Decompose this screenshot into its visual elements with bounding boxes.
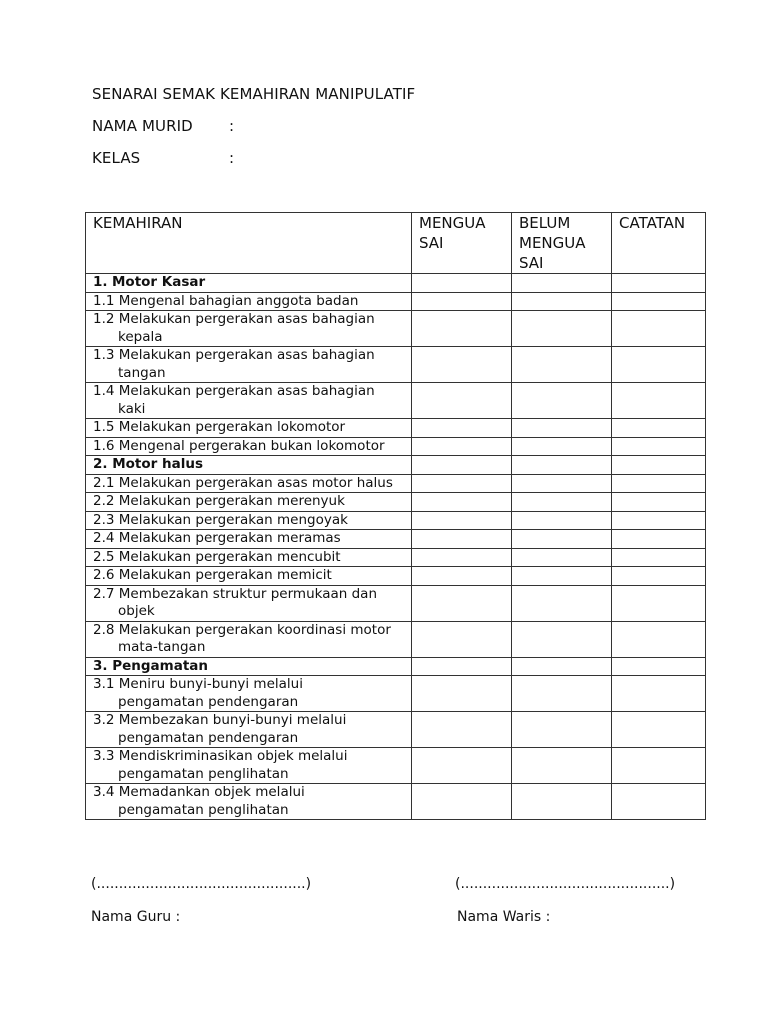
skill-text: 1.5 Melakukan pergerakan lokomotor bbox=[93, 419, 346, 435]
skill-text-continued: kepala bbox=[118, 328, 163, 345]
table-row bbox=[86, 567, 706, 586]
not-mastered-cell[interactable] bbox=[512, 585, 612, 621]
skill-text-continued: pengamatan pendengaran bbox=[118, 693, 299, 710]
skills-checklist-table bbox=[85, 212, 706, 820]
section-title-cell bbox=[86, 456, 412, 475]
notes-cell[interactable] bbox=[612, 274, 706, 293]
skill-cell bbox=[86, 383, 412, 419]
mastered-cell[interactable] bbox=[412, 456, 512, 475]
not-mastered-cell[interactable] bbox=[512, 748, 612, 784]
header-mastered bbox=[412, 213, 512, 274]
skill-cell bbox=[86, 311, 412, 347]
not-mastered-cell[interactable] bbox=[512, 548, 612, 567]
not-mastered-cell[interactable] bbox=[512, 657, 612, 676]
document-title: SENARAI SEMAK KEMAHIRAN MANIPULATIF bbox=[92, 85, 416, 103]
not-mastered-cell[interactable] bbox=[512, 474, 612, 493]
teacher-name-label: Nama Guru : bbox=[91, 909, 181, 925]
mastered-cell[interactable] bbox=[412, 748, 512, 784]
skill-cell bbox=[86, 347, 412, 383]
not-mastered-cell[interactable] bbox=[512, 511, 612, 530]
table-row bbox=[86, 784, 706, 820]
table-header-row bbox=[86, 213, 706, 274]
not-mastered-cell[interactable] bbox=[512, 567, 612, 586]
mastered-cell[interactable] bbox=[412, 437, 512, 456]
notes-cell[interactable] bbox=[612, 292, 706, 311]
not-mastered-cell[interactable] bbox=[512, 347, 612, 383]
column-header-line: KEMAHIRAN bbox=[93, 214, 183, 232]
column-header-line: SAI bbox=[519, 254, 544, 272]
table-row bbox=[86, 383, 706, 419]
column-header-line: MENGUA bbox=[519, 234, 586, 252]
mastered-cell[interactable] bbox=[412, 621, 512, 657]
not-mastered-cell[interactable] bbox=[512, 274, 612, 293]
skill-text-continued: pengamatan pendengaran bbox=[118, 729, 299, 746]
column-header-line: BELUM bbox=[519, 214, 571, 232]
header-notes bbox=[612, 213, 706, 274]
class-colon: : bbox=[229, 149, 235, 167]
not-mastered-cell[interactable] bbox=[512, 419, 612, 438]
mastered-cell[interactable] bbox=[412, 292, 512, 311]
table-row bbox=[86, 419, 706, 438]
table-row bbox=[86, 676, 706, 712]
not-mastered-cell[interactable] bbox=[512, 383, 612, 419]
notes-cell[interactable] bbox=[612, 511, 706, 530]
notes-cell[interactable] bbox=[612, 383, 706, 419]
not-mastered-cell[interactable] bbox=[512, 621, 612, 657]
table-row bbox=[86, 292, 706, 311]
notes-cell[interactable] bbox=[612, 585, 706, 621]
mastered-cell[interactable] bbox=[412, 657, 512, 676]
notes-cell[interactable] bbox=[612, 456, 706, 475]
skill-text-continued: pengamatan penglihatan bbox=[118, 801, 289, 818]
notes-cell[interactable] bbox=[612, 548, 706, 567]
skill-text: 2.6 Melakukan pergerakan memicit bbox=[93, 567, 332, 583]
skill-text: 1.1 Mengenal bahagian anggota badan bbox=[93, 292, 359, 309]
skill-cell bbox=[86, 474, 412, 493]
skill-text: 2. Motor halus bbox=[93, 456, 204, 472]
guardian-signature-line: (...............................................) bbox=[455, 876, 676, 892]
notes-cell[interactable] bbox=[612, 748, 706, 784]
mastered-cell[interactable] bbox=[412, 347, 512, 383]
notes-cell[interactable] bbox=[612, 784, 706, 820]
not-mastered-cell[interactable] bbox=[512, 712, 612, 748]
skill-cell bbox=[86, 292, 412, 311]
skill-cell bbox=[86, 585, 412, 621]
section-title-cell bbox=[86, 274, 412, 293]
table-row bbox=[86, 493, 706, 512]
notes-cell[interactable] bbox=[612, 676, 706, 712]
table-row bbox=[86, 311, 706, 347]
not-mastered-cell[interactable] bbox=[512, 456, 612, 475]
skill-text-continued: objek bbox=[118, 603, 155, 619]
table-row bbox=[86, 474, 706, 493]
class-label: KELAS bbox=[92, 149, 141, 167]
skill-cell bbox=[86, 712, 412, 748]
section-row bbox=[86, 456, 706, 475]
table-row bbox=[86, 511, 706, 530]
skill-text-continued: kaki bbox=[118, 400, 146, 417]
skill-text: 2.1 Melakukan pergerakan asas motor halus bbox=[93, 474, 393, 491]
skill-cell bbox=[86, 621, 412, 657]
not-mastered-cell[interactable] bbox=[512, 437, 612, 456]
skill-text: 2.5 Melakukan pergerakan mencubit bbox=[93, 548, 341, 565]
skill-text: 3.2 Membezakan bunyi-bunyi melalui bbox=[93, 712, 347, 728]
notes-cell[interactable] bbox=[612, 567, 706, 586]
not-mastered-cell[interactable] bbox=[512, 493, 612, 512]
mastered-cell[interactable] bbox=[412, 383, 512, 419]
not-mastered-cell[interactable] bbox=[512, 311, 612, 347]
skill-text-continued: mata-tangan bbox=[118, 639, 206, 655]
skill-cell bbox=[86, 437, 412, 456]
skill-text: 1.6 Mengenal pergerakan bukan lokomotor bbox=[93, 437, 385, 454]
header-skill bbox=[86, 213, 412, 274]
notes-cell[interactable] bbox=[612, 530, 706, 549]
notes-cell[interactable] bbox=[612, 712, 706, 748]
skill-text-continued: pengamatan penglihatan bbox=[118, 765, 289, 782]
notes-cell[interactable] bbox=[612, 347, 706, 383]
table-row bbox=[86, 621, 706, 657]
student-name-field bbox=[92, 117, 235, 135]
skill-cell bbox=[86, 748, 412, 784]
not-mastered-cell[interactable] bbox=[512, 292, 612, 311]
notes-cell[interactable] bbox=[612, 493, 706, 512]
skill-cell bbox=[86, 567, 412, 586]
table-row bbox=[86, 712, 706, 748]
mastered-cell[interactable] bbox=[412, 311, 512, 347]
student-name-colon: : bbox=[229, 117, 235, 135]
skill-cell bbox=[86, 676, 412, 712]
skill-text: 1.3 Melakukan pergerakan asas bahagian bbox=[93, 347, 375, 363]
section-title: Motor Kasar bbox=[112, 274, 206, 290]
header-not-mastered bbox=[512, 213, 612, 274]
mastered-cell[interactable] bbox=[412, 784, 512, 820]
notes-cell[interactable] bbox=[612, 311, 706, 347]
skill-text: 2.7 Membezakan struktur permukaan dan bbox=[93, 585, 378, 602]
mastered-cell[interactable] bbox=[412, 548, 512, 567]
skill-cell bbox=[86, 493, 412, 512]
not-mastered-cell[interactable] bbox=[512, 784, 612, 820]
table-row bbox=[86, 585, 706, 621]
skill-cell bbox=[86, 511, 412, 530]
skill-text: 1.4 Melakukan pergerakan asas bahagian bbox=[93, 383, 375, 399]
mastered-cell[interactable] bbox=[412, 567, 512, 586]
mastered-cell[interactable] bbox=[412, 419, 512, 438]
mastered-cell[interactable] bbox=[412, 712, 512, 748]
mastered-cell[interactable] bbox=[412, 274, 512, 293]
skill-text: 3. Pengamatan bbox=[93, 657, 209, 674]
notes-cell[interactable] bbox=[612, 621, 706, 657]
skill-text: 2.2 Melakukan pergerakan merenyuk bbox=[93, 493, 345, 509]
table-body bbox=[86, 274, 706, 820]
mastered-cell[interactable] bbox=[412, 530, 512, 549]
skill-text: 3.3 Mendiskriminasikan objek melalui bbox=[93, 748, 348, 764]
table-row bbox=[86, 548, 706, 567]
notes-cell[interactable] bbox=[612, 474, 706, 493]
skill-text: 2.8 Melakukan pergerakan koordinasi motor bbox=[93, 621, 391, 638]
section-row bbox=[86, 274, 706, 293]
skill-cell bbox=[86, 548, 412, 567]
notes-cell[interactable] bbox=[612, 419, 706, 438]
column-header-line: MENGUA bbox=[419, 214, 486, 232]
skill-cell bbox=[86, 784, 412, 820]
section-number: 1. bbox=[93, 274, 108, 290]
skill-cell bbox=[86, 530, 412, 549]
mastered-cell[interactable] bbox=[412, 474, 512, 493]
skill-text: 2.3 Melakukan pergerakan mengoyak bbox=[93, 511, 348, 528]
column-header-line: SAI bbox=[419, 234, 444, 252]
skill-text: 2.4 Melakukan pergerakan meramas bbox=[93, 530, 341, 546]
table-row bbox=[86, 437, 706, 456]
section-row bbox=[86, 657, 706, 676]
table-row bbox=[86, 530, 706, 549]
notes-cell[interactable] bbox=[612, 437, 706, 456]
student-name-label: NAMA MURID bbox=[92, 117, 193, 135]
class-field bbox=[92, 149, 235, 167]
mastered-cell[interactable] bbox=[412, 585, 512, 621]
skill-cell bbox=[86, 419, 412, 438]
table-row bbox=[86, 748, 706, 784]
column-header-line: CATATAN bbox=[619, 214, 686, 232]
skill-text: 3.4 Memadankan objek melalui bbox=[93, 784, 305, 800]
skill-text: 1.2 Melakukan pergerakan asas bahagian bbox=[93, 311, 375, 327]
skill-text-continued: tangan bbox=[118, 364, 166, 381]
not-mastered-cell[interactable] bbox=[512, 530, 612, 549]
skill-text: 3.1 Meniru bunyi-bunyi melalui bbox=[93, 676, 303, 692]
notes-cell[interactable] bbox=[612, 657, 706, 676]
not-mastered-cell[interactable] bbox=[512, 676, 612, 712]
table-row bbox=[86, 347, 706, 383]
mastered-cell[interactable] bbox=[412, 676, 512, 712]
teacher-signature-line: (...............................................) bbox=[91, 876, 312, 892]
mastered-cell[interactable] bbox=[412, 493, 512, 512]
guardian-name-label: Nama Waris : bbox=[457, 909, 551, 925]
section-title-cell bbox=[86, 657, 412, 676]
mastered-cell[interactable] bbox=[412, 511, 512, 530]
